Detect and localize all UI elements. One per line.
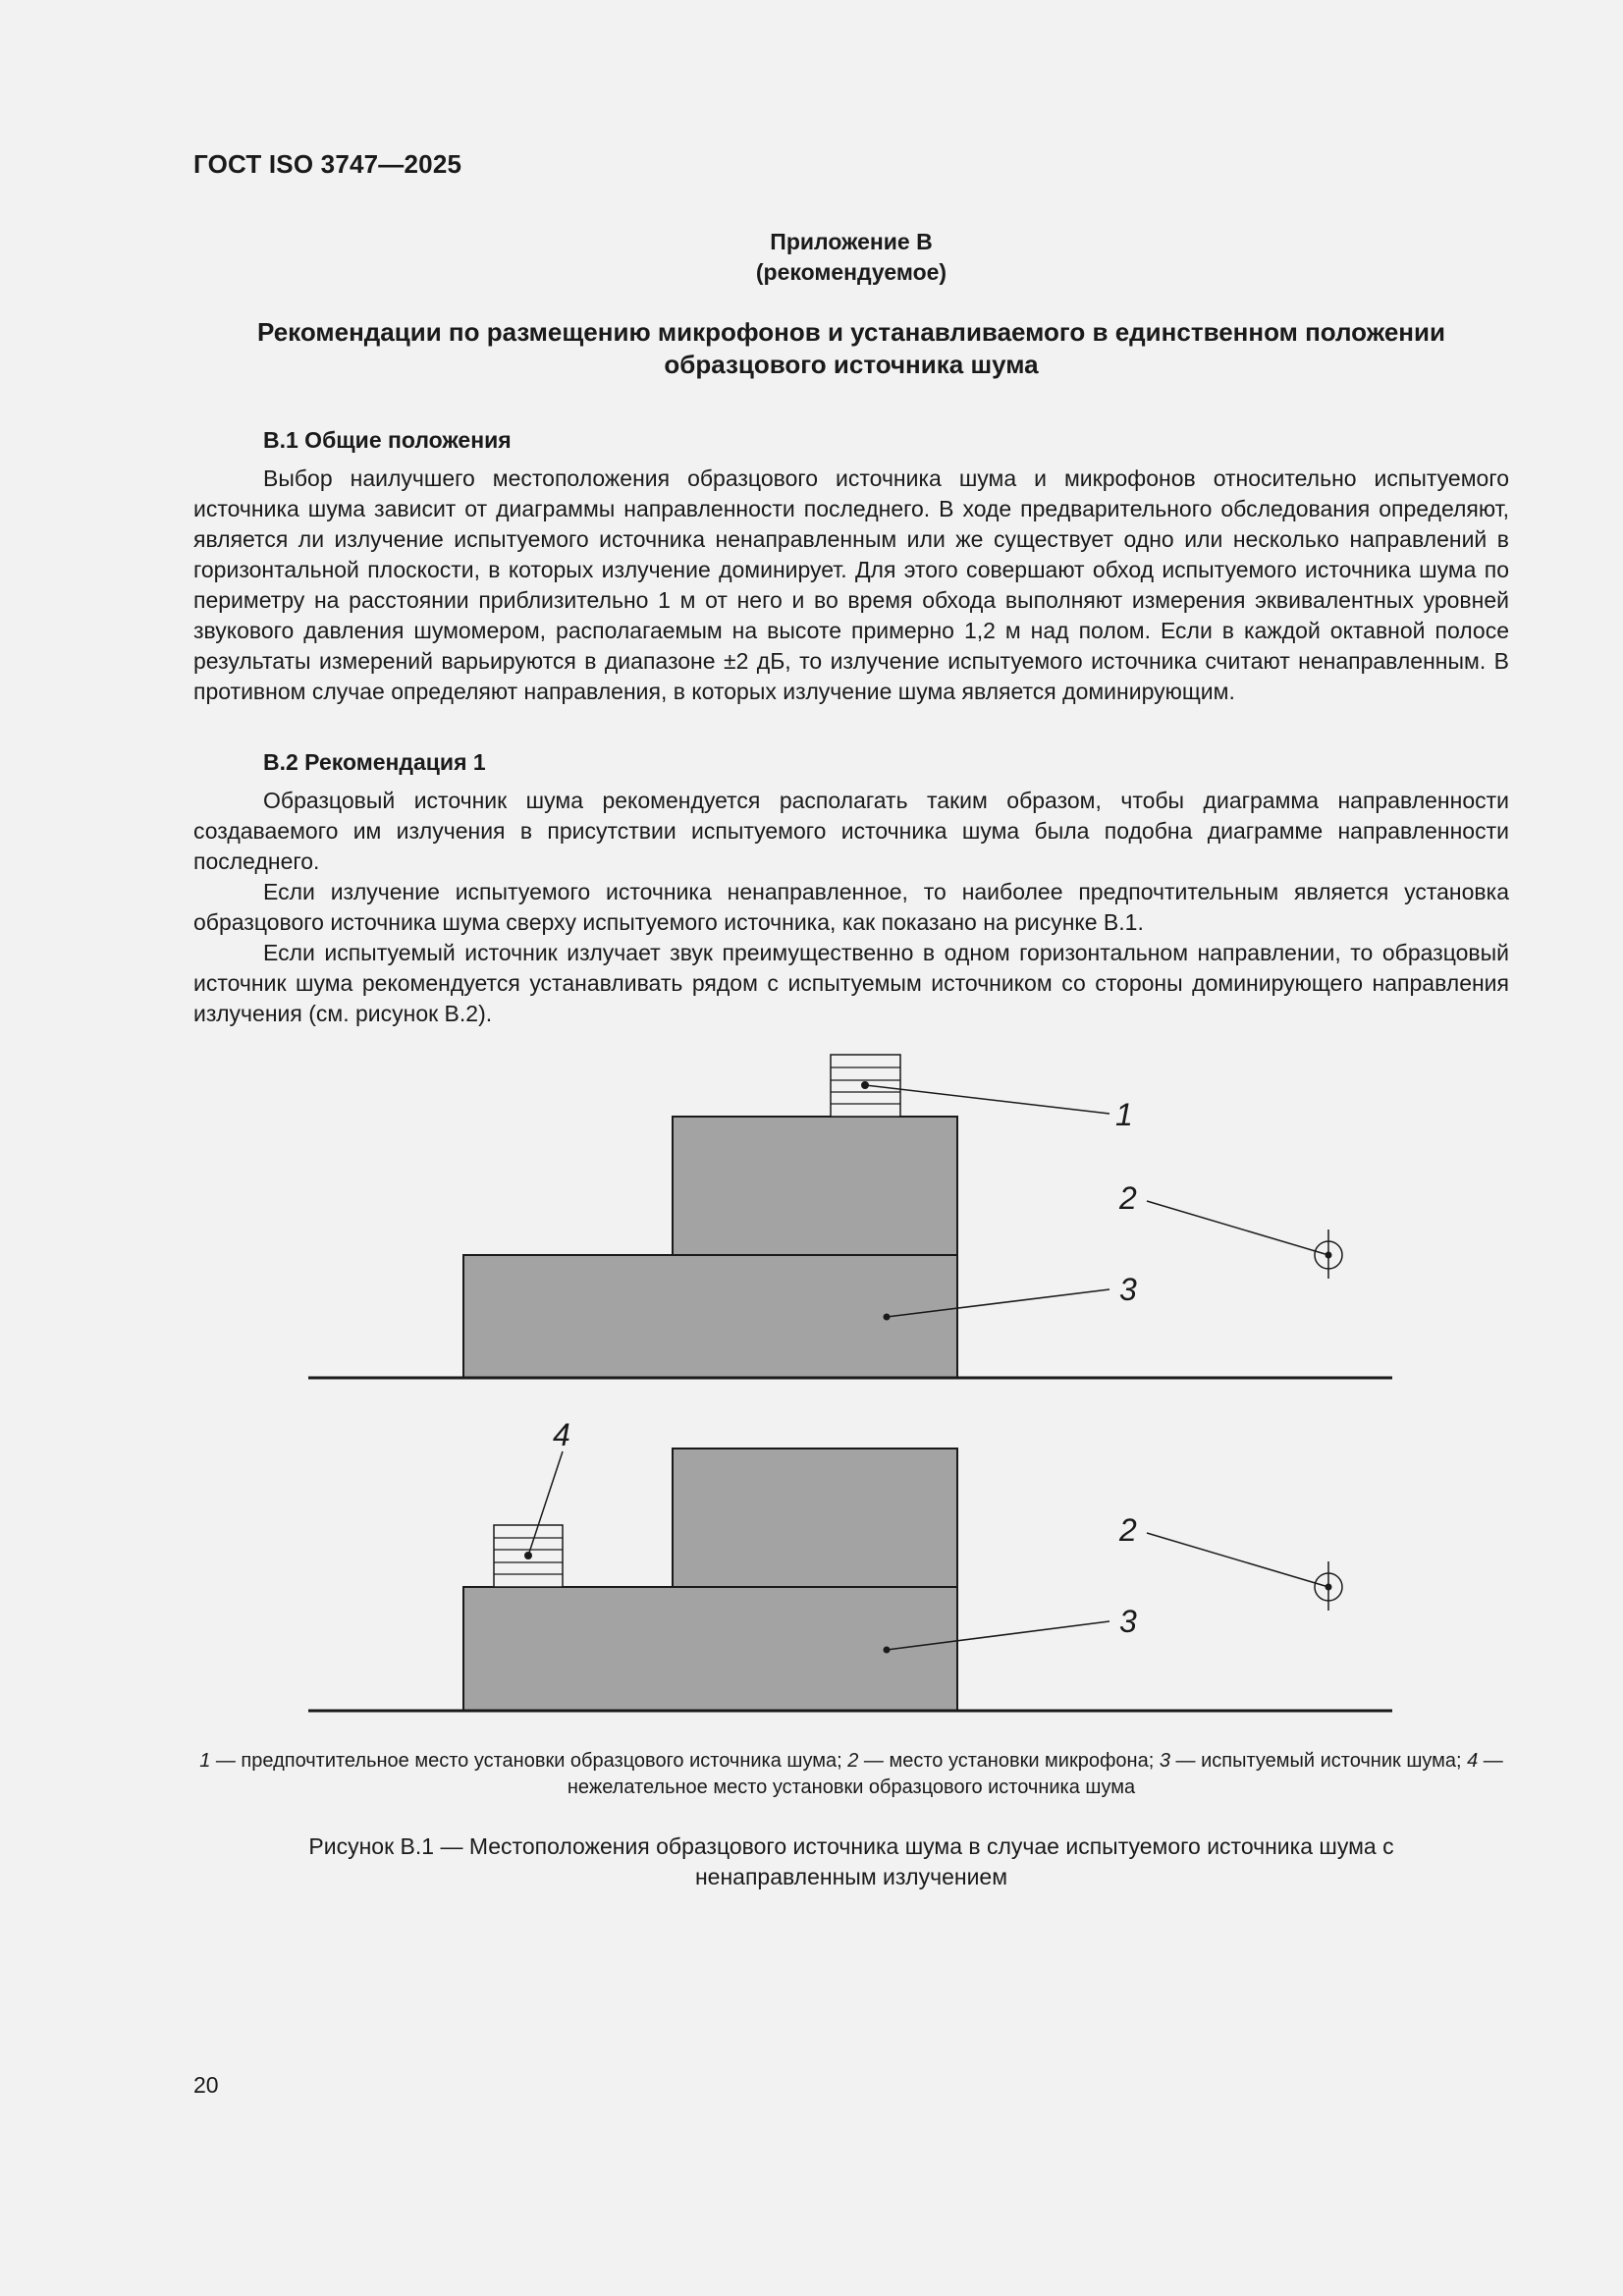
annex-heading-line2: образцового источника шума xyxy=(664,350,1039,379)
annex-status: (рекомендуемое) xyxy=(755,259,947,285)
legend-number-4: 4 xyxy=(1467,1750,1479,1772)
annex-title: Приложение В xyxy=(770,229,933,254)
legend-number-3: 3 xyxy=(1159,1750,1170,1772)
figure-caption-line2: ненаправленным излучением xyxy=(694,1864,1008,1889)
page-number: 20 xyxy=(193,2072,219,2098)
annex-heading xyxy=(193,316,1509,381)
legend-text-4: — нежелательное место установки образцового источника шума xyxy=(567,1750,1503,1798)
figure-legend xyxy=(193,1748,1509,1801)
leader-line-2 xyxy=(1147,1533,1328,1587)
legend-text-2: — место установки микрофона; xyxy=(858,1750,1160,1772)
microphone-symbol xyxy=(1315,1561,1342,1611)
section-heading-b2: В.2 Рекомендация 1 xyxy=(263,749,486,775)
leader-line-1 xyxy=(865,1085,1109,1114)
figure-caption xyxy=(193,1831,1509,1892)
test-source-lower-block xyxy=(463,1587,957,1711)
figure-caption-line1: Рисунок В.1 — Местоположения образцового источника шума в случае испытуемого источника шума с xyxy=(308,1833,1394,1859)
paragraph-b1: Выбор наилучшего местоположения образцового источника шума и микрофонов относительно испытуемого источника шума зависит от диаграммы направленности последнего. В ходе предварительного обследования определяют, является ли излучение испытуемого источника ненаправленным или же существует одно или несколько направлений в горизонтальной плоскости, в которых излучение доминирует. Для этого совершают обход испытуемого источника шума по периметру на расстоянии приблизительно 1 м от него и во время обхода выполняют измерения эквивалентных уровней звукового давления шумомером, располагаемым на высоте примерно 1,2 м над полом. Если в каждой октавной полосе результаты измерений варьируются в диапазоне ±2 дБ, то излучение испытуемого источника считают ненаправленным. В противном случае определяют направления, в которых излучение шума является доминирующим. xyxy=(193,465,1509,704)
annex-heading-line1: Рекомендации по размещению микрофонов и устанавливаемого в единственном положении xyxy=(257,317,1445,347)
section-heading-b1: В.1 Общие положения xyxy=(263,427,512,453)
legend-number-1: 1 xyxy=(199,1750,211,1772)
callout-4: 4 xyxy=(553,1417,570,1452)
microphone-symbol xyxy=(1315,1230,1342,1279)
callout-3: 3 xyxy=(1119,1604,1137,1639)
upper-diagram xyxy=(308,1055,1392,1378)
reference-source-undesirable xyxy=(494,1525,563,1587)
document-code: ГОСТ ISO 3747—2025 xyxy=(193,149,462,179)
test-source-upper-block xyxy=(673,1117,957,1255)
legend-number-2: 2 xyxy=(847,1750,859,1772)
paragraph-b2-3: Если испытуемый источник излучает звук преимущественно в одном горизонтальном направлении, то образцовый источник шума рекомендуется устанавливать рядом с испытуемым источником со стороны доминирующего направления излучения (см. рисунок В.2). xyxy=(193,940,1509,1026)
callout-3: 3 xyxy=(1119,1272,1137,1307)
test-source-upper-block xyxy=(673,1449,957,1587)
figure-b1 xyxy=(0,1031,1623,1738)
callout-2: 2 xyxy=(1119,1512,1137,1548)
leader-line-2 xyxy=(1147,1201,1328,1255)
legend-text-1: — предпочтительное место установки образцового источника шума; xyxy=(210,1750,848,1772)
legend-text-3: — испытуемый источник шума; xyxy=(1169,1750,1468,1772)
paragraph-b2-1: Образцовый источник шума рекомендуется располагать таким образом, чтобы диаграмма направленности создаваемого им излучения в присутствии испытуемого источника шума была подобна диаграмме направленности последнего. xyxy=(193,788,1509,874)
paragraph-b2-2: Если излучение испытуемого источника ненаправленное, то наиболее предпочтительным является установка образцового источника шума сверху испытуемого источника, как показано на рисунке В.1. xyxy=(193,879,1509,935)
callout-1: 1 xyxy=(1115,1097,1133,1132)
lower-diagram xyxy=(308,1417,1392,1711)
callout-2: 2 xyxy=(1119,1180,1137,1216)
